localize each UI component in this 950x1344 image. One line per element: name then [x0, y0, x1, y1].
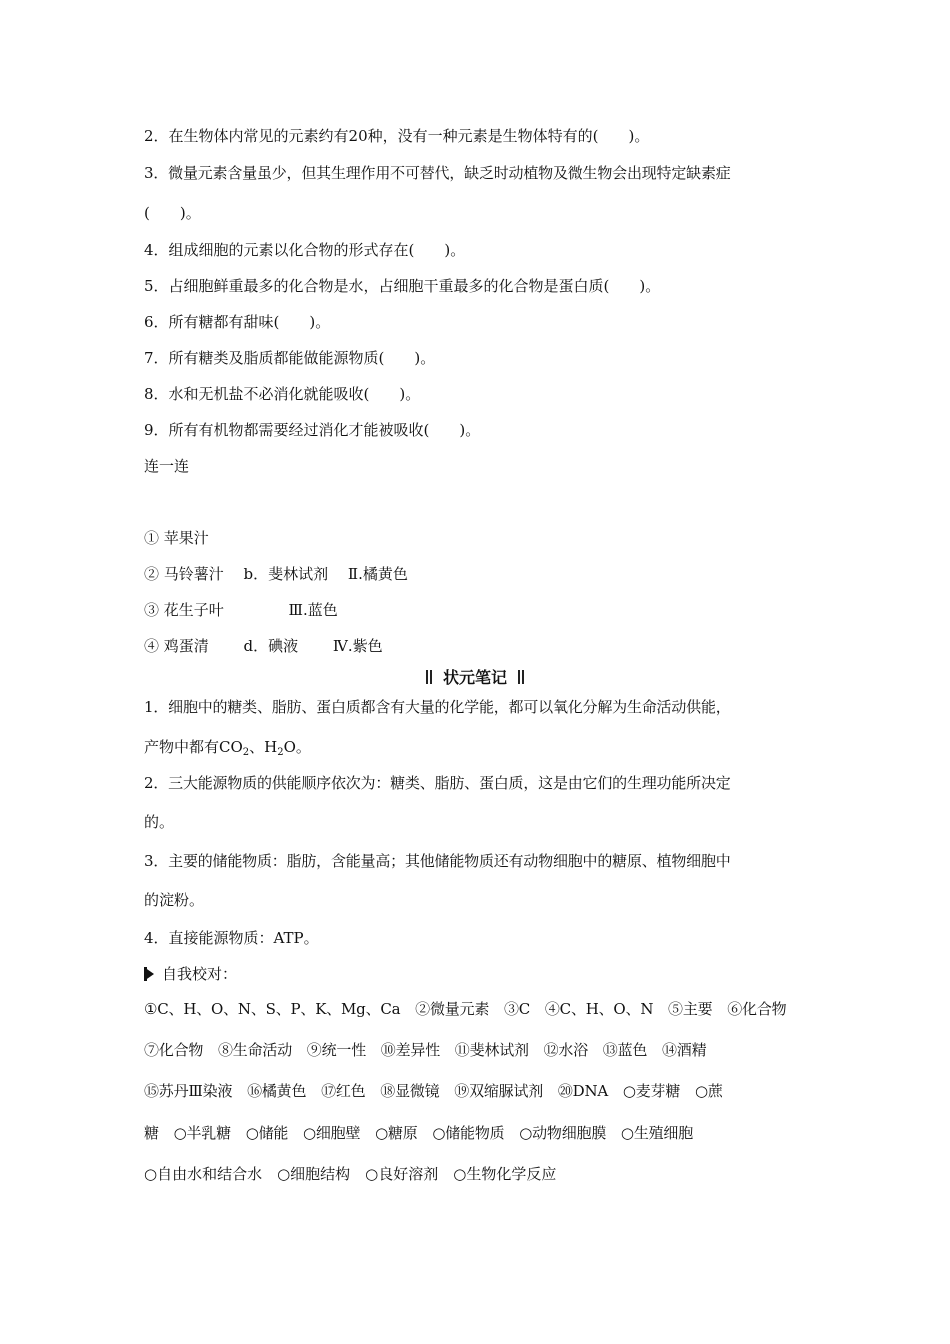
- note-3-line1: 3．主要的储能物质：脂肪，含能量高；其他储能物质还有动物细胞中的糖原、植物细胞中: [144, 852, 731, 870]
- match-title: 连一连: [144, 457, 190, 475]
- answers-line3: ⑮苏丹Ⅲ染液 ⑯橘黄色 ⑰红色 ⑱显微镜 ⑲双缩脲试剂 ⑳DNA ○麦芽糖 ○蔗: [144, 1082, 723, 1100]
- answers-line1: ①C、H、O、N、S、P、K、Mg、Ca ②微量元素 ③C ④C、H、O、N ⑤主要 ⑥化合物: [144, 1000, 787, 1018]
- notes-heading-text: 状元笔记: [442, 668, 507, 687]
- statement-8: 8．水和无机盐不必消化就能吸收( )。: [144, 385, 421, 403]
- match-row-2: ② 马铃薯汁 b．斐林试剂 Ⅱ.橘黄色: [144, 565, 408, 583]
- self-check-title: 自我校对：: [162, 965, 238, 983]
- note-2-line1: 2．三大能源物质的供能顺序依次为：糖类、脂肪、蛋白质，这是由它们的生理功能所决定: [144, 774, 731, 792]
- answers-line5: ○自由水和结合水 ○细胞结构 ○良好溶剂 ○生物化学反应: [144, 1165, 557, 1183]
- note-4: 4．直接能源物质：ATP。: [144, 929, 319, 947]
- statement-5: 5．占细胞鲜重最多的化合物是水，占细胞干重最多的化合物是蛋白质( )。: [144, 277, 661, 295]
- arrow-marker-icon: [144, 967, 154, 981]
- match-row-3: ③ 花生子叶 Ⅲ.蓝色: [144, 601, 338, 619]
- statement-4: 4．组成细胞的元素以化合物的形式存在( )。: [144, 241, 466, 259]
- note-1-line1: 1．细胞中的糖类、脂肪、蛋白质都含有大量的化学能，都可以氧化分解为生命活动供能，: [144, 698, 731, 716]
- match-row-4: ④ 鸡蛋清 d．碘液 Ⅳ.紫色: [144, 637, 383, 655]
- answers-line2: ⑦化合物 ⑧生命活动 ⑨统一性 ⑩差异性 ⑪斐林试剂 ⑫水浴 ⑬蓝色 ⑭酒精: [144, 1041, 707, 1059]
- notes-heading: [0, 667, 950, 689]
- statement-6: 6．所有糖都有甜味( )。: [144, 313, 331, 331]
- match-row-1: ① 苹果汁: [144, 529, 209, 547]
- statement-3-line1: 3．微量元素含量虽少，但其生理作用不可替代，缺乏时动植物及微生物会出现特定缺素症: [144, 164, 731, 182]
- statement-9: 9．所有有机物都需要经过消化才能被吸收( )。: [144, 421, 481, 439]
- statement-7: 7．所有糖类及脂质都能做能源物质( )。: [144, 349, 436, 367]
- heading-right-bars: [517, 667, 525, 689]
- heading-left-bars: [425, 667, 433, 689]
- statement-2: 2．在生物体内常见的元素约有20种，没有一种元素是生物体特有的( )。: [144, 127, 650, 145]
- note-2-line2: 的。: [144, 813, 175, 831]
- statement-3-line2: ( )。: [144, 204, 201, 222]
- answers-line4: 糖 ○半乳糖 ○储能 ○细胞壁 ○糖原 ○储能物质 ○动物细胞膜 ○生殖细胞: [144, 1124, 694, 1142]
- note-1-line2: 产物中都有$CO_2$、$H_2O$。: [144, 738, 311, 758]
- self-check: [144, 964, 237, 984]
- note-3-line2: 的淀粉。: [144, 891, 205, 909]
